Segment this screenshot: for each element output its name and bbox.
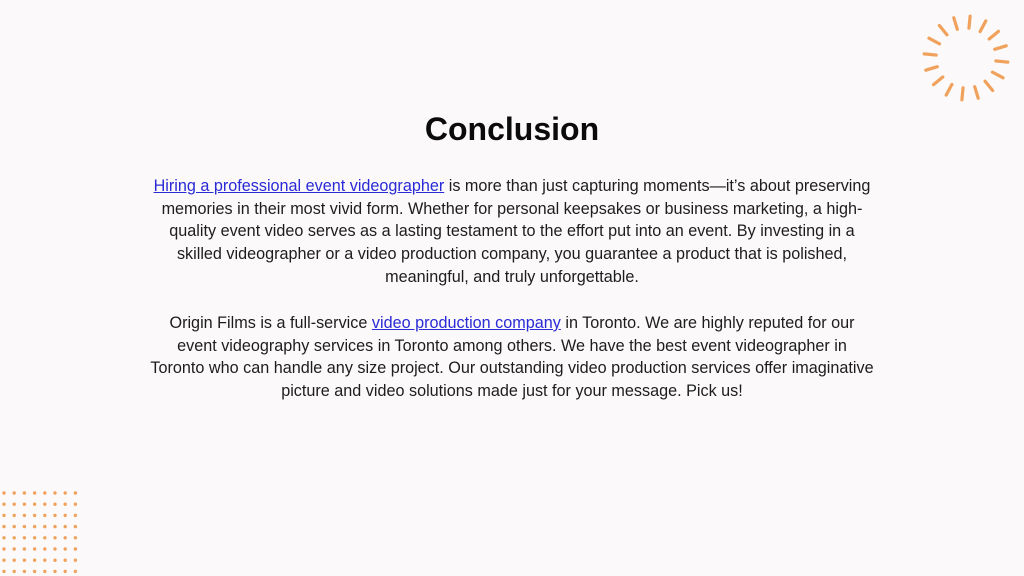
decoration-dot [53,491,56,494]
decoration-dot [63,503,66,506]
sunburst-ray [989,31,998,39]
decoration-dot [53,559,56,562]
decoration-dot [13,491,16,494]
sunburst-ray [980,21,986,32]
decoration-dot [2,514,5,517]
decoration-dot [33,536,36,539]
decoration-dot [43,503,46,506]
sunburst-ray [975,87,978,98]
decoration-dot [2,559,5,562]
decoration-dot [23,570,26,573]
decoration-dot [13,536,16,539]
decoration-dot [33,514,36,517]
sunburst-ray [969,16,970,28]
sunburst-icon [918,10,1014,106]
decoration-dot [33,570,36,573]
decoration-dot [33,547,36,550]
sunburst-ray [939,26,947,35]
decoration-dot [23,559,26,562]
decoration-dot [2,536,5,539]
decoration-dot [43,491,46,494]
paragraph-text-start: Origin Films is a full-service [169,314,372,332]
decoration-dot [23,536,26,539]
decoration-dot [13,570,16,573]
decoration-dot [63,525,66,528]
sunburst-ray [946,84,952,95]
video-production-company-link[interactable]: video production company [371,314,561,332]
decoration-dot [53,570,56,573]
decoration-dot [13,547,16,550]
sunburst-ray [926,67,937,70]
decoration-dot [33,491,36,494]
decoration-dot [43,559,46,562]
sunburst-ray [962,88,963,100]
decoration-dot [13,503,16,506]
sunburst-ray [934,77,943,85]
paragraph-text-end: in Toronto. We are highly reputed for our event videography services in Toronto among others. We have the best event videographer in Toronto who can handle any size project. Our outstanding video production services offer imaginative picture and video solutions made just for your message. Pick us! [150,314,874,401]
decoration-dot [74,547,77,550]
decoration-dot [53,503,56,506]
decoration-dot [23,525,26,528]
decoration-dot [43,547,46,550]
event-videographer-link[interactable]: Hiring a professional event videographer [153,177,445,195]
decoration-dot [23,491,26,494]
decoration-dot [13,525,16,528]
decoration-dot [2,570,5,573]
decoration-dot [74,559,77,562]
decoration-dot [74,570,77,573]
decoration-dot [23,514,26,517]
decoration-dot [63,559,66,562]
decoration-dot [74,503,77,506]
decoration-dot [53,536,56,539]
decoration-dot [74,536,77,539]
decoration-dot [63,514,66,517]
decoration-dot [2,547,5,550]
decoration-dot [74,525,77,528]
decoration-dot [63,570,66,573]
sunburst-ray [929,38,940,44]
decoration-dot [74,514,77,517]
decoration-dot [33,559,36,562]
sunburst-ray [995,46,1006,49]
decoration-dot [63,491,66,494]
decoration-dot [33,525,36,528]
decoration-dot [13,559,16,562]
decoration-dot [43,536,46,539]
dot-grid-decoration [0,488,82,576]
decoration-dot [43,525,46,528]
sunburst-ray [924,54,936,55]
decoration-dot [63,547,66,550]
decoration-dot [43,514,46,517]
decoration-dot [13,514,16,517]
sunburst-ray [996,61,1008,62]
decoration-dot [2,525,5,528]
sunburst-ray [985,81,993,90]
conclusion-paragraph [150,175,874,289]
decoration-dot [23,503,26,506]
company-paragraph [150,312,874,403]
decoration-dot [2,491,5,494]
decoration-dot [23,547,26,550]
decoration-dot [63,536,66,539]
decoration-dot [53,525,56,528]
decoration-dot [53,547,56,550]
decoration-dot [2,503,5,506]
decoration-dot [74,491,77,494]
page-title: Conclusion [424,111,600,147]
sunburst-ray [954,18,957,29]
decoration-dot [43,570,46,573]
decoration-dot [53,514,56,517]
paragraph-text: is more than just capturing moments—it’s about preserving memories in their most vivid form. Whether for personal keepsakes or business marketing, a high-quality event video serves as a lasting testament to the effort put into an event. By investing in a skilled videographer or a video production company, you guarantee a product that is polished, meaningful, and truly unforgettable. [161,177,871,286]
sunburst-ray [992,72,1003,78]
decoration-dot [33,503,36,506]
